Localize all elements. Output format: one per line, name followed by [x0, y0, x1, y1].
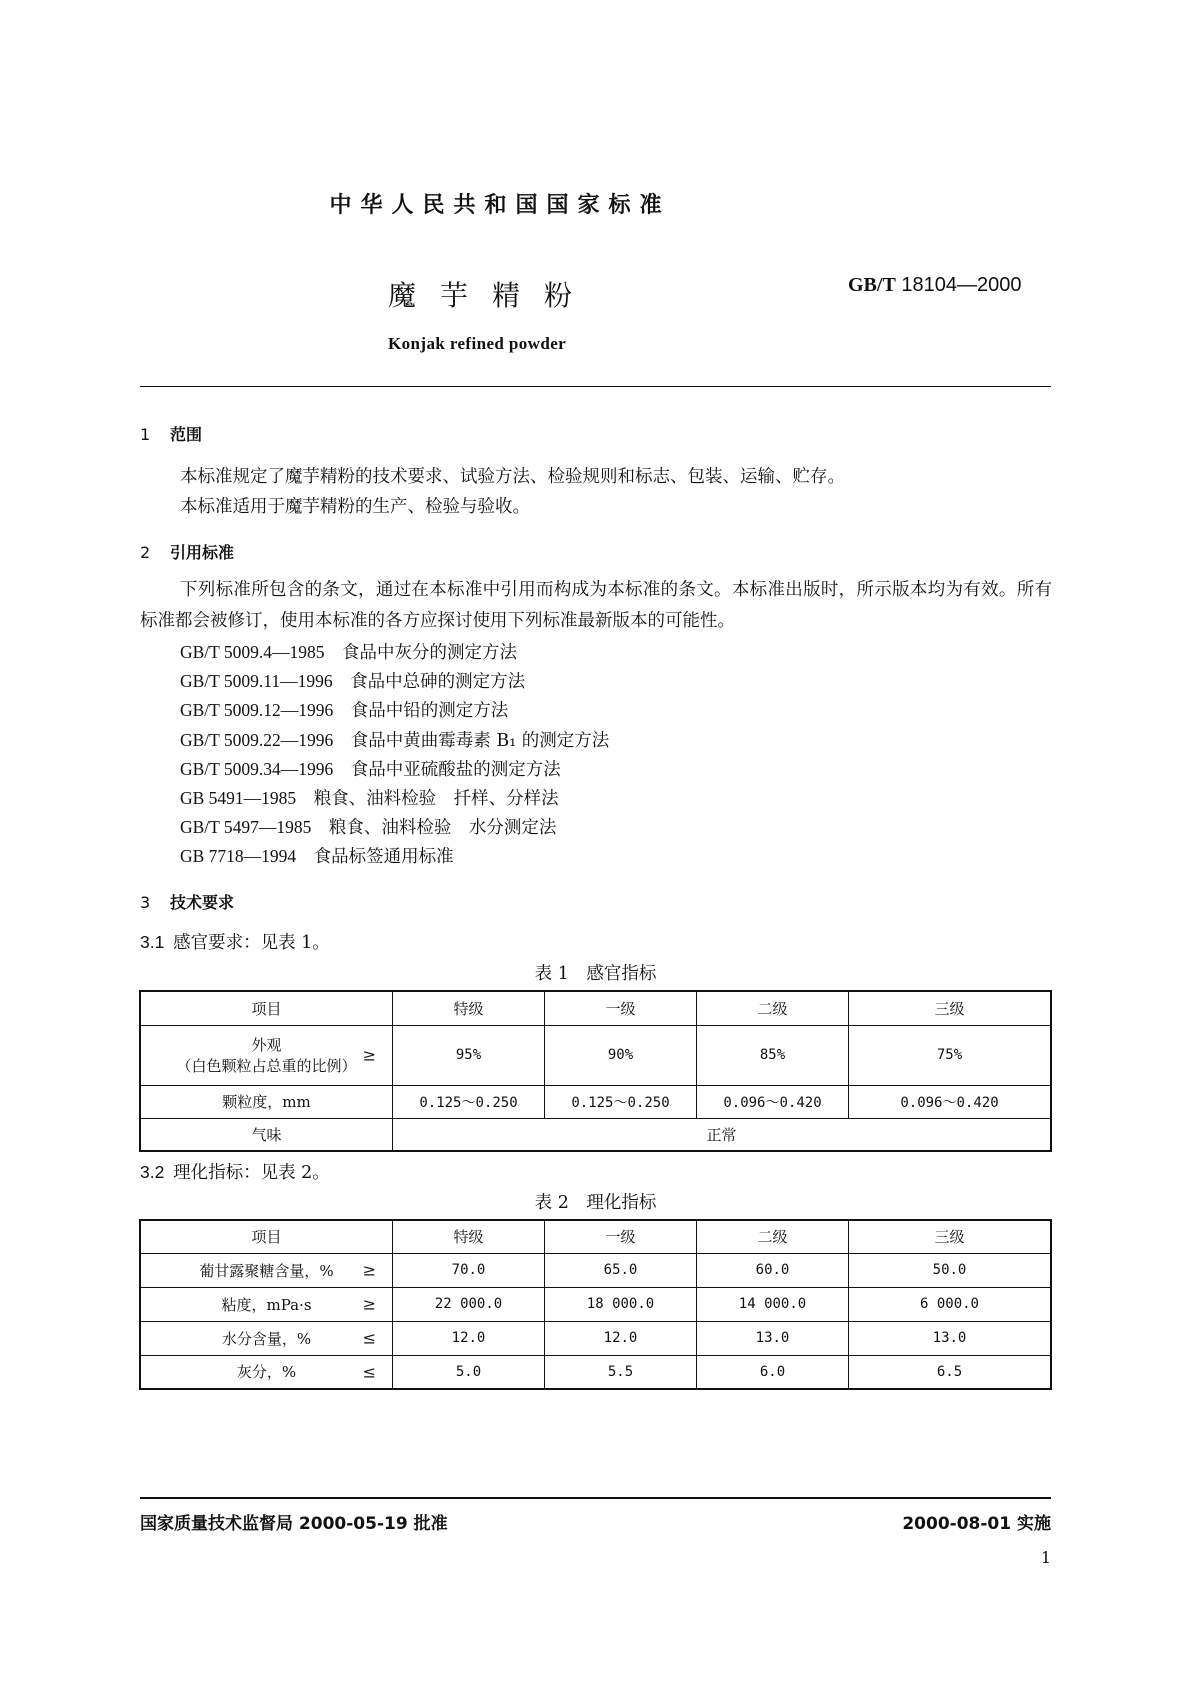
subsection-number: 3.2	[140, 1162, 165, 1182]
table-cell: 14 000.0	[697, 1287, 849, 1321]
ref-code: GB/T 5009.22—1996	[180, 730, 334, 750]
subsection-3-2	[140, 1159, 330, 1184]
section-1-line-1: 本标准规定了魔芋精粉的技术要求、试验方法、检验规则和标志、包装、运输、贮存。	[180, 467, 845, 487]
table-cell: 22 000.0	[393, 1287, 545, 1321]
ref-title: 食品中灰分的测定方法	[342, 643, 518, 663]
ref-item	[180, 756, 561, 781]
ref-code: GB 5491—1985	[180, 788, 297, 808]
header-divider	[140, 386, 1051, 387]
subsection-text: 感官要求：见表 1。	[173, 933, 330, 953]
table-cell: 95%	[393, 1025, 545, 1085]
ref-item	[180, 668, 525, 693]
ref-title: 食品标签通用标准	[313, 847, 454, 867]
section-title: 技术要求	[170, 893, 235, 912]
ref-title: 食品中铅的测定方法	[350, 701, 509, 721]
section-number: 1	[140, 425, 151, 444]
ref-title: 食品中总砷的测定方法	[350, 672, 526, 692]
row-label	[140, 1287, 393, 1321]
row-label	[140, 1321, 393, 1355]
ref-item	[180, 727, 609, 752]
table-header-cell: 项目	[140, 991, 393, 1025]
ref-title: 食品中亚硫酸盐的测定方法	[350, 760, 561, 780]
table-cell: 85%	[697, 1025, 849, 1085]
table-cell: 13.0	[697, 1321, 849, 1355]
ref-title: 食品中黄曲霉毒素 B₁ 的测定方法	[350, 731, 610, 751]
section-1-heading	[140, 422, 202, 445]
table-row	[140, 1025, 1051, 1085]
standard-code-prefix: GB/T	[848, 274, 896, 296]
ref-code: GB 7718—1994	[180, 846, 297, 866]
table-cell: 6.5	[849, 1355, 1052, 1389]
table-2	[139, 1219, 1052, 1390]
row-label-text: 粘度，mPa·s	[221, 1295, 312, 1314]
table-header-row	[140, 1220, 1051, 1253]
table-header-cell: 一级	[545, 991, 697, 1025]
table-header-cell: 三级	[849, 1220, 1052, 1253]
table-cell: 65.0	[545, 1253, 697, 1287]
ref-code: GB/T 5009.12—1996	[180, 700, 334, 720]
national-standard-title: 中华人民共和国国家标准	[329, 193, 671, 218]
row-label-text: 灰分，%	[236, 1363, 297, 1382]
comparison-symbol: ≤	[362, 1328, 376, 1348]
table-cell: 5.5	[545, 1355, 697, 1389]
ref-title: 粮食、油料检验 扦样、分样法	[313, 789, 559, 809]
table-1-caption: 表 1 感官指标	[534, 964, 657, 984]
ref-item	[180, 639, 517, 664]
comparison-symbol: ≤	[362, 1362, 376, 1382]
table-row	[140, 1287, 1051, 1321]
subsection-3-1	[140, 929, 330, 954]
implementation-date: 2000-08-01 实施	[902, 1514, 1051, 1534]
ref-code: GB/T 5009.11—1996	[180, 671, 333, 691]
english-title: Konjak refined powder	[388, 334, 567, 353]
row-label	[140, 1355, 393, 1389]
table-cell: 5.0	[393, 1355, 545, 1389]
standard-code-number: 18104—2000	[901, 274, 1022, 296]
table-cell: 0.125～0.250	[545, 1085, 697, 1118]
section-number: 2	[140, 543, 151, 562]
ref-item	[180, 785, 559, 810]
ref-item	[180, 697, 508, 722]
row-label: 气味	[140, 1118, 393, 1151]
comparison-symbol: ≥	[362, 1045, 376, 1065]
table-cell: 6.0	[697, 1355, 849, 1389]
table-header-cell: 一级	[545, 1220, 697, 1253]
row-label-line-2: （白色颗粒占总重的比例）	[176, 1057, 357, 1075]
table-header-cell: 三级	[849, 991, 1052, 1025]
row-label	[140, 1253, 393, 1287]
table-row	[140, 1253, 1051, 1287]
table-header-cell: 项目	[140, 1220, 393, 1253]
table-1	[139, 990, 1052, 1152]
table-cell: 50.0	[849, 1253, 1052, 1287]
table-row	[140, 1118, 1051, 1151]
ref-code: GB/T 5009.4—1985	[180, 642, 325, 662]
subsection-number: 3.1	[140, 932, 165, 952]
ref-code: GB/T 5009.34—1996	[180, 759, 334, 779]
section-3-heading	[140, 890, 234, 913]
ref-item	[180, 843, 454, 868]
table-cell: 12.0	[393, 1321, 545, 1355]
table-cell: 70.0	[393, 1253, 545, 1287]
row-label: 颗粒度，mm	[140, 1085, 393, 1118]
table-cell: 6 000.0	[849, 1287, 1052, 1321]
row-label	[140, 1025, 393, 1085]
table-row	[140, 1355, 1051, 1389]
section-1-line-2: 本标准适用于魔芋精粉的生产、检验与验收。	[180, 497, 530, 517]
page-number: 1	[1040, 1548, 1051, 1567]
row-label-line-1: 外观	[251, 1036, 282, 1054]
table-row	[140, 1321, 1051, 1355]
ref-item	[180, 814, 556, 839]
table-2-caption: 表 2 理化指标	[534, 1193, 657, 1213]
standard-code	[848, 274, 1021, 297]
table-cell: 75%	[849, 1025, 1052, 1085]
section-title: 范围	[170, 425, 203, 444]
row-label-text: 葡甘露聚糖含量，%	[199, 1261, 334, 1280]
table-cell: 13.0	[849, 1321, 1052, 1355]
standard-name: 魔芋精粉	[388, 279, 597, 312]
section-2-paragraph: 下列标准所包含的条文，通过在本标准中引用而构成为本标准的条文。本标准出版时，所示版本均为有效。所有标准都会被修订，使用本标准的各方应探讨使用下列标准最新版本的可能性。	[140, 580, 1052, 631]
table-cell-merged: 正常	[393, 1118, 1052, 1151]
table-header-cell: 特级	[393, 991, 545, 1025]
table-header-cell: 二级	[697, 1220, 849, 1253]
ref-title: 粮食、油料检验 水分测定法	[328, 818, 557, 838]
table-row	[140, 1085, 1051, 1118]
table-cell: 0.096～0.420	[697, 1085, 849, 1118]
section-2-heading	[140, 540, 234, 563]
table-cell: 90%	[545, 1025, 697, 1085]
footer-divider	[140, 1497, 1051, 1499]
table-cell: 60.0	[697, 1253, 849, 1287]
table-header-cell: 二级	[697, 991, 849, 1025]
approval-line: 国家质量技术监督局 2000-05-19 批准	[140, 1514, 448, 1534]
table-cell: 18 000.0	[545, 1287, 697, 1321]
row-label-text: 水分含量，%	[221, 1329, 312, 1348]
section-title: 引用标准	[170, 543, 235, 562]
table-header-row	[140, 991, 1051, 1025]
section-number: 3	[140, 893, 151, 912]
subsection-text: 理化指标：见表 2。	[173, 1163, 330, 1183]
table-cell: 12.0	[545, 1321, 697, 1355]
table-header-cell: 特级	[393, 1220, 545, 1253]
comparison-symbol: ≥	[362, 1260, 376, 1280]
ref-code: GB/T 5497—1985	[180, 817, 312, 837]
table-cell: 0.125～0.250	[393, 1085, 545, 1118]
table-cell: 0.096～0.420	[849, 1085, 1052, 1118]
comparison-symbol: ≥	[362, 1294, 376, 1314]
